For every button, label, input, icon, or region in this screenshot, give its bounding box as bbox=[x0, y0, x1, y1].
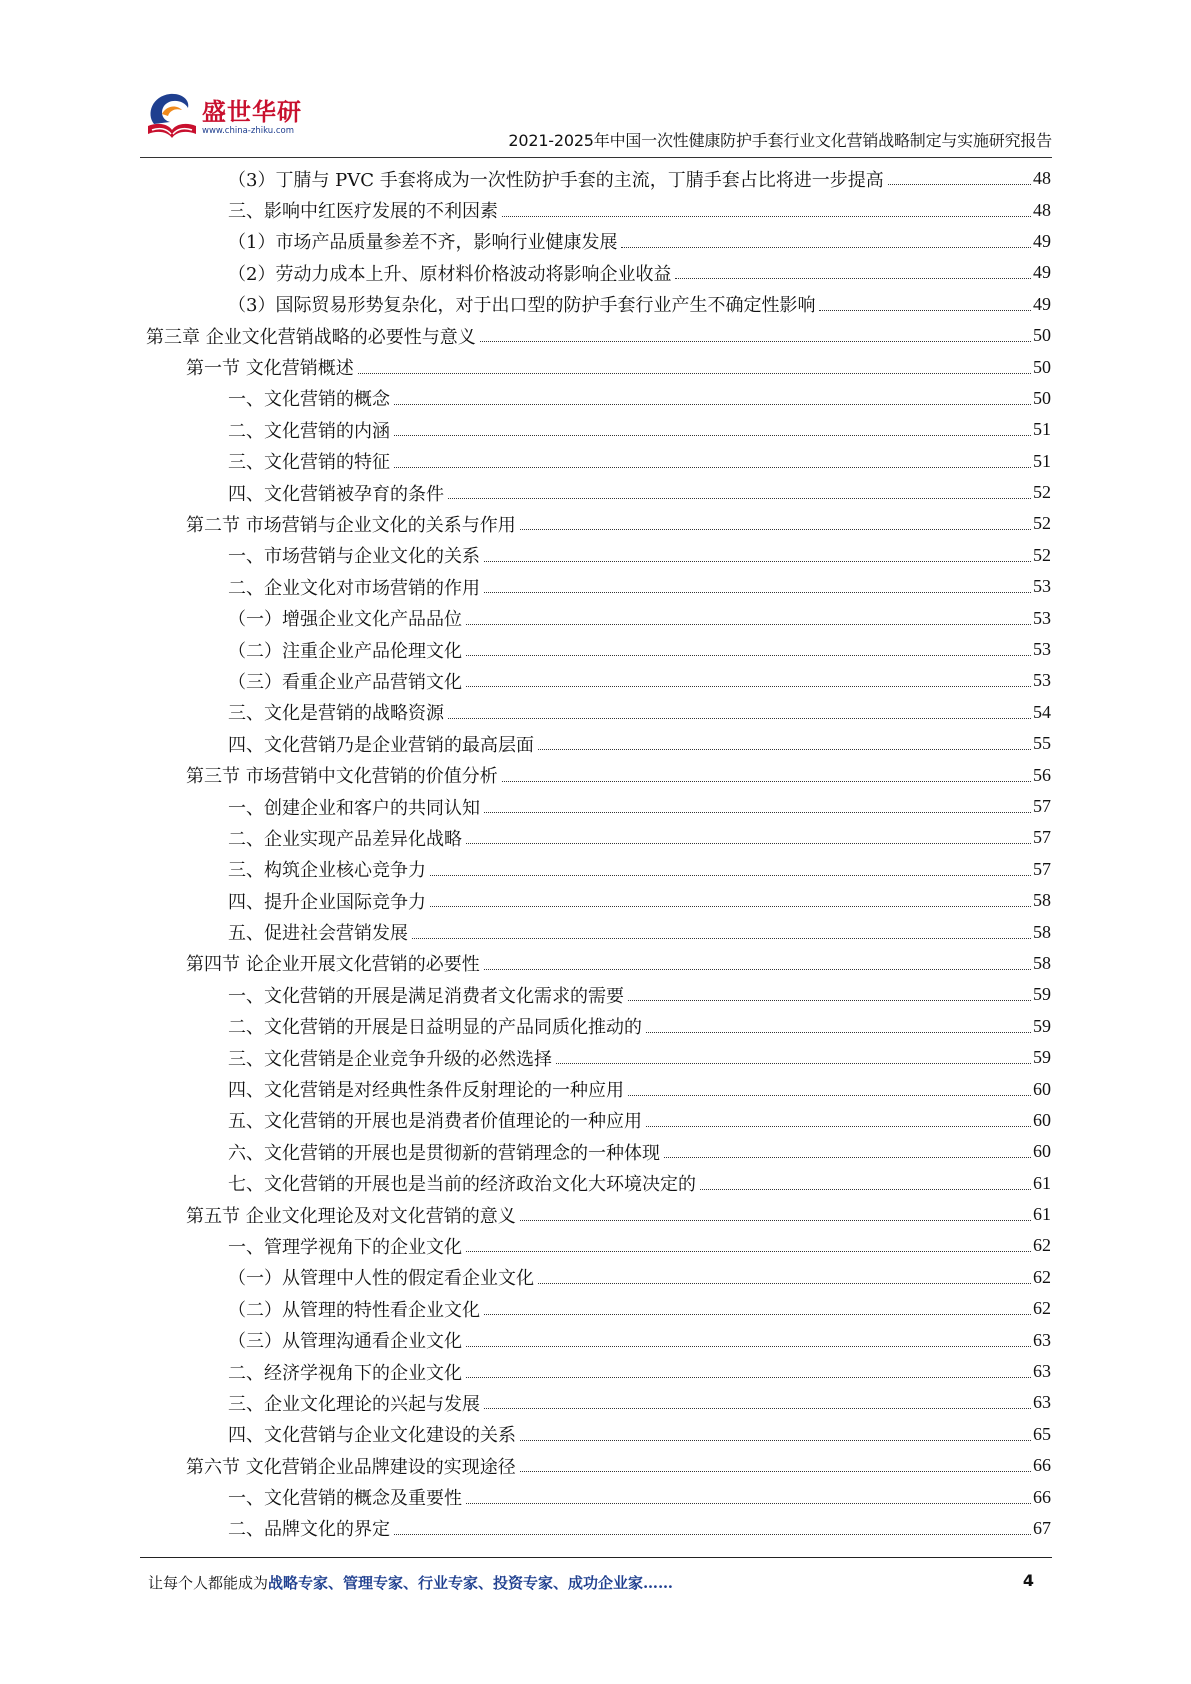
toc-entry-title: 一、文化营销的开展是满足消费者文化需求的需要 bbox=[228, 982, 626, 1008]
toc-entry-title: 一、创建企业和客户的共同认知 bbox=[228, 794, 482, 820]
toc-entry-title: 第四节 论企业开展文化营销的必要性 bbox=[186, 950, 482, 976]
toc-entry[interactable] bbox=[146, 1199, 1051, 1230]
toc-entry[interactable] bbox=[146, 1136, 1051, 1167]
toc-entry[interactable] bbox=[146, 1105, 1051, 1136]
table-of-contents bbox=[146, 163, 1051, 1544]
toc-entry-title: 一、文化营销的概念及重要性 bbox=[228, 1484, 464, 1510]
toc-entry-title: 第三章 企业文化营销战略的必要性与意义 bbox=[146, 323, 478, 349]
toc-entry[interactable] bbox=[146, 854, 1051, 885]
toc-entry-page: 49 bbox=[1033, 262, 1051, 283]
toc-leader-dots bbox=[484, 592, 1031, 593]
toc-entry-title: 第三节 市场营销中文化营销的价值分析 bbox=[186, 762, 500, 788]
toc-entry-page: 61 bbox=[1033, 1204, 1051, 1225]
toc-entry-page: 59 bbox=[1033, 1015, 1051, 1036]
toc-entry-page: 58 bbox=[1033, 890, 1051, 911]
toc-entry-title: （一）从管理中人性的假定看企业文化 bbox=[228, 1264, 536, 1290]
toc-entry-page: 53 bbox=[1033, 639, 1051, 660]
toc-entry-page: 58 bbox=[1033, 952, 1051, 973]
toc-leader-dots bbox=[484, 1408, 1031, 1409]
toc-leader-dots bbox=[502, 216, 1031, 217]
toc-leader-dots bbox=[646, 1126, 1031, 1127]
toc-entry-page: 66 bbox=[1033, 1486, 1051, 1507]
toc-entry-title: 四、文化营销被孕育的条件 bbox=[228, 480, 446, 506]
toc-entry-title: 一、管理学视角下的企业文化 bbox=[228, 1233, 464, 1259]
toc-entry[interactable] bbox=[146, 289, 1051, 320]
toc-leader-dots bbox=[484, 561, 1031, 562]
toc-leader-dots bbox=[628, 1095, 1031, 1096]
toc-entry-page: 52 bbox=[1033, 513, 1051, 534]
toc-entry-title: （二）注重企业产品伦理文化 bbox=[228, 637, 464, 663]
toc-leader-dots bbox=[621, 247, 1031, 248]
toc-entry-page: 50 bbox=[1033, 325, 1051, 346]
toc-entry-title: （三）看重企业产品营销文化 bbox=[228, 668, 464, 694]
toc-entry-page: 50 bbox=[1033, 387, 1051, 408]
toc-entry[interactable] bbox=[146, 791, 1051, 822]
toc-entry-page: 57 bbox=[1033, 827, 1051, 848]
toc-entry-title: 四、文化营销乃是企业营销的最高层面 bbox=[228, 731, 536, 757]
toc-entry-title: 七、文化营销的开展也是当前的经济政治文化大环境决定的 bbox=[228, 1170, 698, 1196]
toc-leader-dots bbox=[448, 498, 1031, 499]
toc-entry-title: （一）增强企业文化产品品位 bbox=[228, 605, 464, 631]
footer-slogan-prefix: 让每个人都能成为 bbox=[148, 1574, 269, 1592]
toc-entry[interactable] bbox=[146, 257, 1051, 288]
toc-entry-page: 62 bbox=[1033, 1298, 1051, 1319]
toc-entry-title: 三、影响中红医疗发展的不利因素 bbox=[228, 197, 500, 223]
toc-entry-title: 二、经济学视角下的企业文化 bbox=[228, 1359, 464, 1385]
toc-entry-title: 一、市场营销与企业文化的关系 bbox=[228, 542, 482, 568]
toc-entry-title: 四、文化营销是对经典性条件反射理论的一种应用 bbox=[228, 1076, 626, 1102]
toc-leader-dots bbox=[394, 404, 1031, 405]
toc-entry[interactable] bbox=[146, 1293, 1051, 1324]
toc-entry[interactable] bbox=[146, 759, 1051, 790]
toc-entry[interactable] bbox=[146, 1073, 1051, 1104]
toc-entry-page: 55 bbox=[1033, 733, 1051, 754]
toc-leader-dots bbox=[646, 1032, 1031, 1033]
toc-leader-dots bbox=[358, 373, 1031, 374]
toc-entry-page: 52 bbox=[1033, 544, 1051, 565]
toc-entry-page: 66 bbox=[1033, 1455, 1051, 1476]
toc-entry-title: 第五节 企业文化理论及对文化营销的意义 bbox=[186, 1202, 518, 1228]
toc-entry-title: （2）劳动力成本上升、原材料价格波动将影响企业收益 bbox=[228, 260, 673, 286]
footer-divider bbox=[140, 1557, 1052, 1558]
toc-leader-dots bbox=[888, 184, 1031, 185]
toc-entry[interactable] bbox=[146, 634, 1051, 665]
toc-entry[interactable] bbox=[146, 226, 1051, 257]
toc-entry-page: 60 bbox=[1033, 1141, 1051, 1162]
toc-entry[interactable] bbox=[146, 1230, 1051, 1261]
toc-entry-page: 63 bbox=[1033, 1329, 1051, 1350]
toc-entry[interactable] bbox=[146, 540, 1051, 571]
toc-entry-page: 57 bbox=[1033, 796, 1051, 816]
toc-entry-page: 65 bbox=[1033, 1423, 1051, 1444]
toc-entry-page: 49 bbox=[1033, 230, 1051, 251]
toc-entry[interactable] bbox=[146, 571, 1051, 602]
toc-entry-title: 第二节 市场营销与企业文化的关系与作用 bbox=[186, 511, 518, 537]
toc-entry-title: （三）从管理沟通看企业文化 bbox=[228, 1327, 464, 1353]
toc-entry-title: （1）市场产品质量参差不齐，影响行业健康发展 bbox=[228, 228, 619, 254]
toc-entry[interactable] bbox=[146, 1481, 1051, 1512]
toc-entry[interactable] bbox=[146, 1419, 1051, 1450]
toc-entry-page: 53 bbox=[1033, 607, 1051, 628]
toc-leader-dots bbox=[484, 969, 1031, 970]
toc-leader-dots bbox=[520, 529, 1031, 530]
report-title: 2021-2025年中国一次性健康防护手套行业文化营销战略制定与实施研究报告 bbox=[508, 131, 1052, 150]
toc-entry-title: 第一节 文化营销概述 bbox=[186, 354, 356, 380]
toc-entry-page: 61 bbox=[1033, 1172, 1051, 1193]
toc-entry-page: 48 bbox=[1033, 168, 1051, 189]
toc-entry[interactable] bbox=[146, 948, 1051, 979]
toc-leader-dots bbox=[484, 1314, 1031, 1315]
toc-leader-dots bbox=[664, 1157, 1031, 1158]
toc-leader-dots bbox=[466, 686, 1031, 687]
toc-entry[interactable] bbox=[146, 1011, 1051, 1042]
toc-entry-title: 第六节 文化营销企业品牌建设的实现途径 bbox=[186, 1453, 518, 1479]
toc-entry[interactable] bbox=[146, 1324, 1051, 1355]
footer-slogan-highlight: 战略专家、管理专家、行业专家、投资专家、成功企业家…… bbox=[268, 1574, 674, 1592]
toc-entry[interactable] bbox=[146, 1513, 1051, 1544]
toc-entry-page: 51 bbox=[1033, 419, 1051, 440]
toc-entry[interactable] bbox=[146, 508, 1051, 539]
toc-leader-dots bbox=[448, 718, 1031, 719]
toc-leader-dots bbox=[466, 624, 1031, 625]
toc-entry[interactable] bbox=[146, 1356, 1051, 1387]
toc-entry-title: （二）从管理的特性看企业文化 bbox=[228, 1296, 482, 1322]
toc-entry[interactable] bbox=[146, 1042, 1051, 1073]
toc-entry-title: 三、文化营销是企业竞争升级的必然选择 bbox=[228, 1045, 554, 1071]
toc-entry[interactable] bbox=[146, 383, 1051, 414]
toc-leader-dots bbox=[538, 1283, 1031, 1284]
toc-leader-dots bbox=[394, 1534, 1031, 1535]
toc-entry-page: 62 bbox=[1033, 1235, 1051, 1256]
toc-leader-dots bbox=[430, 906, 1031, 907]
toc-entry-title: （3）丁腈与 PVC 手套将成为一次性防护手套的主流，丁腈手套占比将进一步提高 bbox=[228, 166, 886, 192]
logo-url: www.china-zhiku.com bbox=[202, 126, 294, 136]
toc-leader-dots bbox=[480, 341, 1031, 342]
toc-entry-title: 二、企业文化对市场营销的作用 bbox=[228, 574, 482, 600]
page-header bbox=[140, 76, 1052, 156]
toc-entry[interactable] bbox=[146, 665, 1051, 696]
toc-entry-page: 63 bbox=[1033, 1392, 1051, 1413]
page-footer bbox=[140, 1572, 1052, 1602]
toc-leader-dots bbox=[466, 1251, 1031, 1252]
toc-entry[interactable] bbox=[146, 1168, 1051, 1199]
toc-leader-dots bbox=[628, 1000, 1031, 1001]
toc-entry-page: 60 bbox=[1033, 1109, 1051, 1130]
toc-leader-dots bbox=[520, 1440, 1031, 1441]
toc-leader-dots bbox=[819, 310, 1031, 311]
toc-entry[interactable] bbox=[146, 351, 1051, 382]
toc-entry-page: 63 bbox=[1033, 1361, 1051, 1382]
toc-leader-dots bbox=[502, 781, 1031, 782]
toc-entry-title: （3）国际贸易形势复杂化，对于出口型的防护手套行业产生不确定性影响 bbox=[228, 291, 817, 317]
toc-entry-page: 52 bbox=[1033, 482, 1051, 503]
toc-entry-page: 50 bbox=[1033, 356, 1051, 377]
toc-entry-title: 三、构筑企业核心竞争力 bbox=[228, 856, 428, 882]
toc-leader-dots bbox=[466, 843, 1031, 844]
toc-entry[interactable] bbox=[146, 916, 1051, 947]
toc-entry-page: 54 bbox=[1033, 701, 1051, 722]
toc-entry-title: 四、文化营销与企业文化建设的关系 bbox=[228, 1421, 518, 1447]
toc-entry-title: 二、文化营销的开展是日益明显的产品同质化推动的 bbox=[228, 1013, 644, 1039]
toc-entry-page: 60 bbox=[1033, 1078, 1051, 1099]
toc-leader-dots bbox=[430, 875, 1031, 876]
toc-entry-title: 五、文化营销的开展也是消费者价值理论的一种应用 bbox=[228, 1107, 644, 1133]
toc-entry-title: 三、企业文化理论的兴起与发展 bbox=[228, 1390, 482, 1416]
toc-entry-title: 四、提升企业国际竞争力 bbox=[228, 888, 428, 914]
toc-entry-title: 六、文化营销的开展也是贯彻新的营销理念的一种体现 bbox=[228, 1139, 662, 1165]
toc-entry[interactable] bbox=[146, 822, 1051, 853]
toc-entry-title: 二、企业实现产品差异化战略 bbox=[228, 825, 464, 851]
header-divider bbox=[140, 157, 1052, 158]
toc-entry[interactable] bbox=[146, 320, 1051, 351]
logo-name: 盛世华研 bbox=[202, 98, 302, 126]
toc-entry-page: 53 bbox=[1033, 670, 1051, 691]
toc-entry-title: 三、文化是营销的战略资源 bbox=[228, 699, 446, 725]
toc-leader-dots bbox=[700, 1189, 1031, 1190]
toc-entry-title: 二、文化营销的内涵 bbox=[228, 417, 392, 443]
toc-leader-dots bbox=[556, 1063, 1031, 1064]
toc-entry[interactable] bbox=[146, 728, 1051, 759]
toc-entry-page: 53 bbox=[1033, 576, 1051, 597]
toc-entry-title: 三、文化营销的特征 bbox=[228, 448, 392, 474]
toc-entry[interactable] bbox=[146, 446, 1051, 477]
toc-entry[interactable] bbox=[146, 697, 1051, 728]
toc-leader-dots bbox=[394, 435, 1031, 436]
book-swirl-icon bbox=[140, 84, 200, 144]
toc-leader-dots bbox=[394, 467, 1031, 468]
toc-leader-dots bbox=[520, 1471, 1031, 1472]
toc-entry-page: 51 bbox=[1033, 450, 1051, 471]
toc-entry[interactable] bbox=[146, 477, 1051, 508]
toc-entry[interactable] bbox=[146, 163, 1051, 194]
toc-leader-dots bbox=[538, 749, 1031, 750]
toc-leader-dots bbox=[466, 1503, 1031, 1504]
toc-entry-page: 62 bbox=[1033, 1266, 1051, 1287]
toc-entry[interactable] bbox=[146, 414, 1051, 445]
toc-leader-dots bbox=[412, 938, 1031, 939]
toc-leader-dots bbox=[466, 1377, 1031, 1378]
toc-entry-page: 56 bbox=[1033, 764, 1051, 785]
toc-entry[interactable] bbox=[146, 1387, 1051, 1418]
toc-entry[interactable] bbox=[146, 602, 1051, 633]
toc-entry-title: 二、品牌文化的界定 bbox=[228, 1515, 392, 1541]
toc-leader-dots bbox=[675, 278, 1031, 279]
toc-leader-dots bbox=[484, 812, 1031, 813]
page-number: 4 bbox=[1022, 1571, 1034, 1590]
toc-entry[interactable] bbox=[146, 194, 1051, 225]
toc-leader-dots bbox=[466, 1346, 1031, 1347]
toc-entry-page: 48 bbox=[1033, 199, 1051, 220]
toc-entry-title: 五、促进社会营销发展 bbox=[228, 919, 410, 945]
toc-entry[interactable] bbox=[146, 979, 1051, 1010]
footer-slogan bbox=[148, 1572, 673, 1593]
toc-entry-page: 59 bbox=[1033, 984, 1051, 1005]
company-logo bbox=[140, 84, 310, 146]
toc-entry-page: 49 bbox=[1033, 293, 1051, 314]
toc-entry-page: 59 bbox=[1033, 1047, 1051, 1068]
toc-entry[interactable] bbox=[146, 885, 1051, 916]
toc-entry-page: 57 bbox=[1033, 858, 1051, 879]
toc-entry[interactable] bbox=[146, 1262, 1051, 1293]
toc-entry[interactable] bbox=[146, 1450, 1051, 1481]
toc-entry-page: 58 bbox=[1033, 921, 1051, 942]
toc-entry-page: 67 bbox=[1033, 1517, 1051, 1538]
toc-leader-dots bbox=[520, 1220, 1031, 1221]
toc-leader-dots bbox=[466, 655, 1031, 656]
toc-entry-title: 一、文化营销的概念 bbox=[228, 385, 392, 411]
